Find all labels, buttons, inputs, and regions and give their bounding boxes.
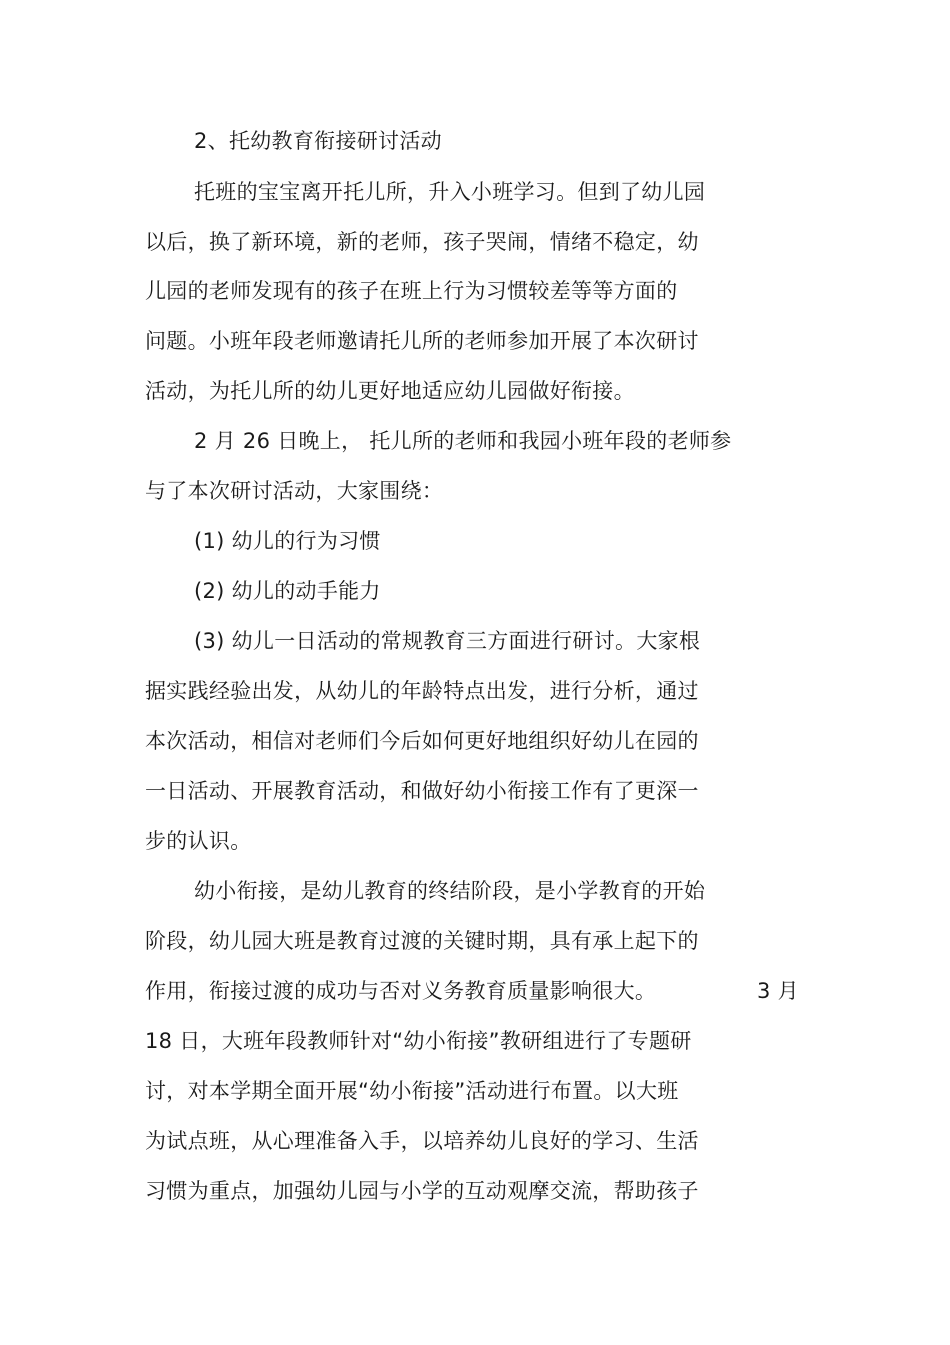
paragraph-line: 2 月 26 日晚上， 托儿所的老师和我园小班年段的老师参 [194,429,732,453]
paragraph-line: 3 月 [757,979,799,1003]
paragraph-line: 托班的宝宝离开托儿所，升入小班学习。但到了幼儿园 [194,180,706,204]
paragraph-line: 与了本次研讨活动，大家围绕： [145,479,444,503]
paragraph-line: 为试点班，从心理准备入手，以培养幼儿良好的学习、生活 [145,1129,699,1153]
paragraph-line: 问题。小班年段老师邀请托儿所的老师参加开展了本次研讨 [145,329,699,353]
paragraph-line: 一日活动、开展教育活动，和做好幼小衔接工作有了更深一 [145,779,699,803]
paragraph-line: 幼小衔接，是幼儿教育的终结阶段，是小学教育的开始 [194,879,706,903]
paragraph-line: 讨，对本学期全面开展“幼小衔接”活动进行布置。以大班 [145,1079,679,1103]
paragraph-line: 本次活动，相信对老师们今后如何更好地组织好幼儿在园的 [145,729,699,753]
paragraph-line: 习惯为重点，加强幼儿园与小学的互动观摩交流，帮助孩子 [145,1179,699,1203]
list-item: (2) 幼儿的动手能力 [194,579,381,603]
paragraph-line: 以后，换了新环境，新的老师，孩子哭闹，情绪不稳定，幼 [145,230,699,254]
paragraph-line: 阶段，幼儿园大班是教育过渡的关键时期，具有承上起下的 [145,929,699,953]
list-item: (3) 幼儿一日活动的常规教育三方面进行研讨。大家根 [194,629,701,653]
paragraph-line: 据实践经验出发，从幼儿的年龄特点出发，进行分析，通过 [145,679,699,703]
section-heading: 2、托幼教育衔接研讨活动 [194,129,442,153]
paragraph-line: 18 日，大班年段教师针对“幼小衔接”教研组进行了专题研 [145,1029,692,1053]
paragraph-line: 儿园的老师发现有的孩子在班上行为习惯较差等等方面的 [145,279,678,303]
paragraph-line: 活动，为托儿所的幼儿更好地适应幼儿园做好衔接。 [145,379,635,403]
paragraph-line: 步的认识。 [145,829,252,853]
list-item: (1) 幼儿的行为习惯 [194,529,381,553]
paragraph-line: 作用，衔接过渡的成功与否对义务教育质量影响很大。 [145,979,657,1003]
